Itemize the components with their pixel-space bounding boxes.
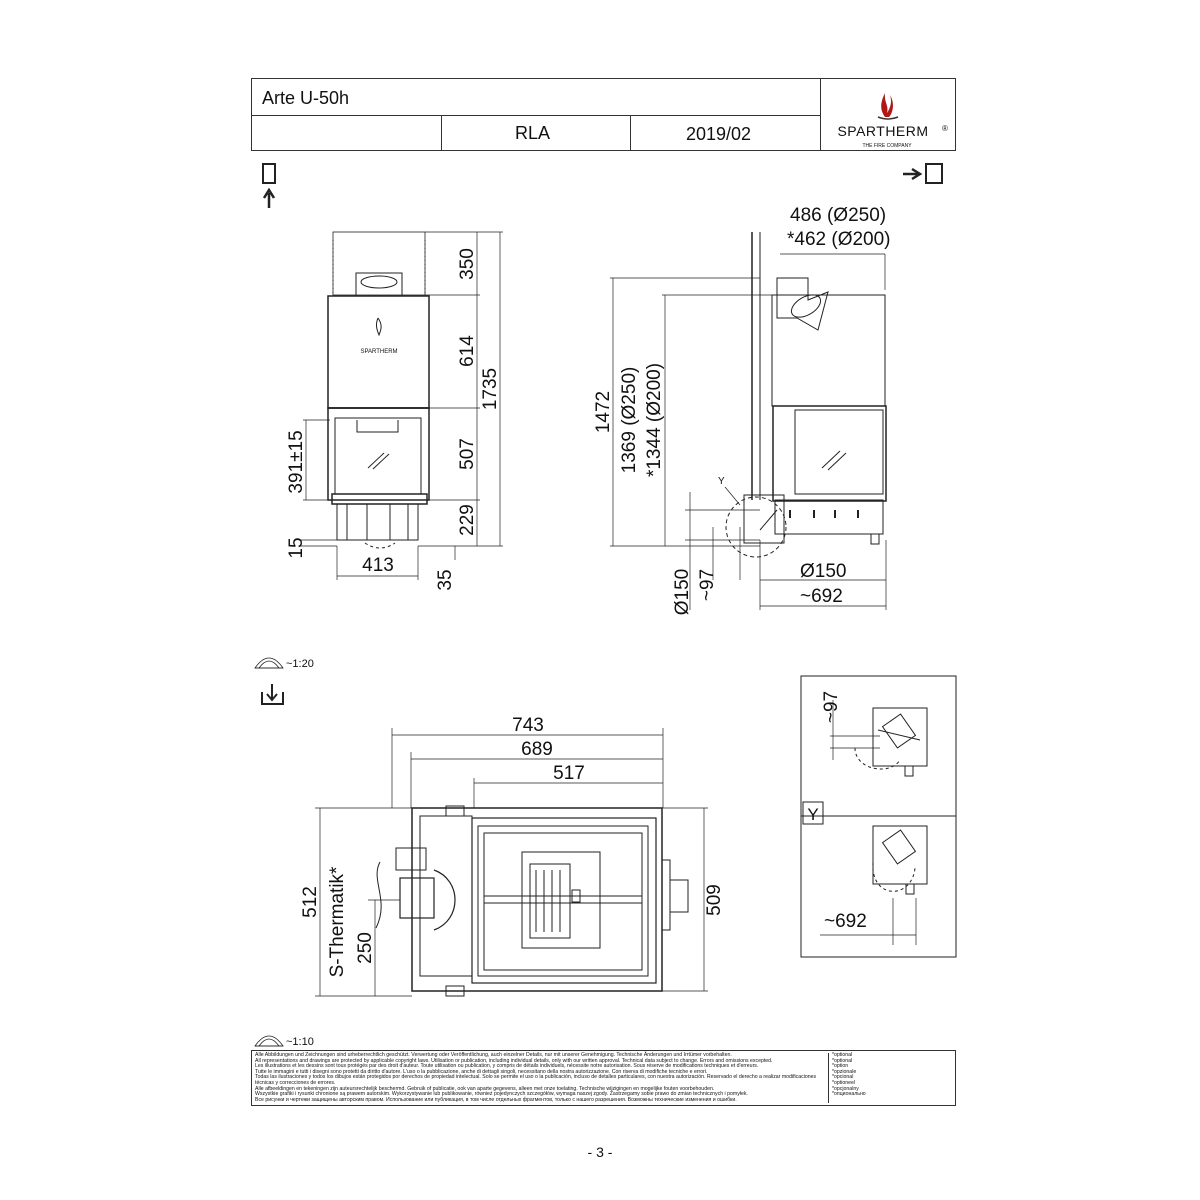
flue-dim-250: 486 (Ø250) [790,205,887,226]
dim-509: 509 [704,884,725,916]
option-pl: *opcjonalny [832,1085,859,1092]
detail-y-label: Y [807,805,819,824]
dim-743: 743 [512,715,544,736]
dim-250: 250 [355,932,376,964]
front-logo-text: SPARTHERM [360,349,398,355]
option-legend [828,1053,956,1103]
front-view-icon [263,164,275,208]
brand-tagline: THE FIRE COMPANY [862,143,912,149]
legal-line-it: Tutte le immagini e tutti i disegni sono protetti da diritto d'autore. L'uso o la pubblicazione, anche di dettagli singoli, necessitano della nostra autorizzazione. Con riserva di modifiche tecniche e errori. [255,1068,708,1075]
dim-1735: 1735 [480,367,501,411]
dim-35: 35 [435,569,456,591]
option-en: *optional [832,1057,853,1064]
detail-dim-97: ~97 [821,690,842,724]
brand-name: SPARTHERM [837,123,929,139]
legal-line-ru: Все рисунки и чертежи защищены авторским правом. Использование или публикация, в том числе отдельных фрагментов, только с нашего разрешения. Возможны технические изменения и ошибки. [255,1096,737,1103]
top-view-icon [262,684,283,704]
option-fr: *option [832,1063,849,1070]
legal-line-fr: Les illustrations et les dessins sont tous protégés par des droit d'auteur. Toute utilisation ou publication, y compris de détails individuels, nécessite notre autorisation. Sous réserve de modifications techniques et d'erreurs. [255,1063,759,1070]
dim-517: 517 [553,763,585,784]
copyright-text [255,1053,825,1103]
page-number: - 3 - [587,1144,613,1160]
dim-1344: *1344 (Ø200) [644,362,665,478]
dim-150-vertical: Ø150 [672,568,693,616]
dim-692: ~692 [800,586,843,607]
dim-1369: 1369 (Ø250) [619,366,640,474]
option-es: *opcional [832,1074,854,1081]
flue-dim-200: *462 (Ø200) [787,229,891,250]
option-ru: *опционально [832,1091,866,1098]
dim-512: 512 [300,886,321,918]
scale-icon-1 [255,658,283,668]
front-view-stove [328,232,429,548]
legal-notice [251,1050,956,1106]
dim-350: 350 [457,248,478,280]
legal-line-es: Todas las ilustraciones y todos los dibujos están protegidos por derechos de propiedad intelectual. Solo se permite el uso o la publicación, incluso de detalles particulares, con nuestra autorización. Reservado el derecho a realizar modificaciones técnicas y correcciones de errores. [255,1074,817,1086]
drawing-date: 2019/02 [686,124,752,144]
dim-507: 507 [457,438,478,470]
side-view-stove [726,232,886,557]
dim-614: 614 [457,335,478,367]
side-view-icon [903,164,942,183]
dim-689: 689 [521,739,553,760]
scale-icon-2 [255,1036,283,1046]
dim-15: 15 [286,537,307,559]
legal-line-nl: Alle afbeeldingen en tekeningen zijn auteursrechtelijk beschermd. Gebruik of publicatie, ook van aparte gegevens, alleen met onze toelating. Technische wijzigingen en mogelijke fouten voorbehouden. [255,1085,715,1092]
detail-y-drawings [820,700,927,945]
legal-line-en: All representations and drawings are protected by applicable copyright laws. Utilisation or publication, including individual details, only with our written approval. Technical data subject to change. Errors and omissions excepted. [255,1057,773,1064]
option-it: *opzionale [832,1068,857,1075]
drawing-code: RLA [515,123,551,143]
dim-150: Ø150 [800,561,847,582]
scale-label-2: ~1:10 [286,1036,314,1048]
dim-413: 413 [362,555,394,576]
detail-dim-692: ~692 [824,911,867,932]
dim-1472: 1472 [593,390,614,434]
plan-view-stove [376,806,688,996]
s-thermatik-label: S-Thermatik* [327,866,348,978]
brand-reg: ® [942,124,948,133]
legal-line-de: Alle Abbildungen und Zeichnungen sind urheberrechtlich geschützt. Verwertung oder Veröffentlichung, auch einzelner Details, nur mit unserer Genehmigung. Technische Änderungen und Irrtümer vorbehalten. [255,1052,732,1058]
scale-label-1: ~1:20 [286,658,314,670]
legal-line-pl: Wszystkie grafiki i rysunki chronione są prawem autorskim. Wykorzystywanie lub publikowanie, również pojedynczych szczegółów, wymaga naszej zgody. Zastrzegamy sobie prawo do zmian technicznych i pomyłek. [255,1091,748,1098]
detail-marker-y: Y [718,476,725,487]
model-name: Arte U-50h [262,88,350,108]
dim-391: 391±15 [286,430,307,494]
dim-229: 229 [457,504,478,536]
option-de: *optional [832,1052,853,1058]
dim-97: ~97 [697,568,718,602]
option-nl: *optioneel [832,1079,856,1086]
